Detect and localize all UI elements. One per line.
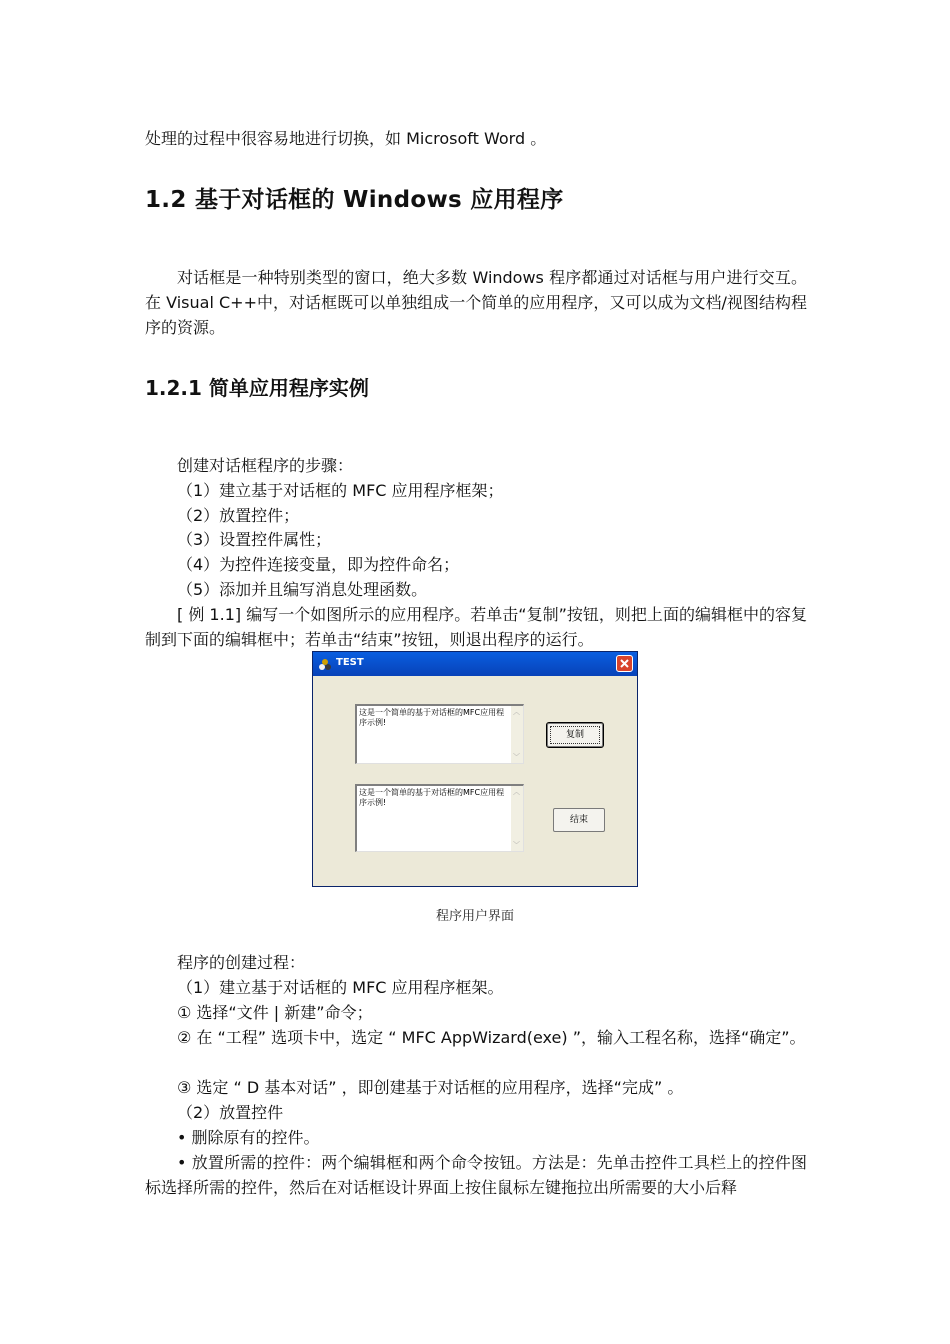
close-icon <box>620 659 629 668</box>
scroll-up-icon[interactable]: ︿ <box>513 708 520 716</box>
bullet-item: • 放置所需的控件：两个编辑框和两个命令按钮。方法是：先单击控件工具栏上的控件图标选择所需的控件，然后在对话框设计界面上按住鼠标左键拖拉出所需要的大小后释 <box>145 1153 807 1197</box>
end-button[interactable] <box>553 808 605 832</box>
scroll-down-icon[interactable]: ﹀ <box>513 753 520 761</box>
body-text-line: 处理的过程中很容易地进行切换，如 Microsoft Word 。 <box>145 129 547 148</box>
vertical-scrollbar[interactable] <box>511 786 523 851</box>
vertical-scrollbar[interactable] <box>511 706 523 763</box>
dialog-title-bar <box>313 652 637 676</box>
close-button[interactable] <box>616 655 633 672</box>
scroll-down-icon[interactable]: ﹀ <box>513 841 520 849</box>
figure-caption: 程序用户界面 <box>435 909 514 924</box>
step-item: （4）为控件连接变量，即为控件命名； <box>177 555 460 574</box>
edit-box-target-text: 这是一个简单的基于对话框的MFC应用程序示例! <box>359 788 505 807</box>
edit-box-source-text: 这是一个简单的基于对话框的MFC应用程序示例! <box>359 708 505 727</box>
copy-button-label: 复制 <box>565 730 584 740</box>
edit-box-target[interactable] <box>355 784 524 852</box>
example-paragraph: [ 例 1.1] 编写一个如图所示的应用程序。若单击“复制”按钮，则把上面的编辑框中的容复制到下面的编辑框中；若单击“结束”按钮，则退出程序的运行。 <box>145 605 807 649</box>
process-step: （2）放置控件 <box>177 1103 284 1122</box>
dialog-title: TEST <box>336 657 364 668</box>
step-item: （3）设置控件属性； <box>177 530 332 549</box>
step-item: （2）放置控件； <box>177 506 300 525</box>
edit-box-source[interactable] <box>355 704 524 764</box>
process-substep: ① 选择“文件 | 新建”命令； <box>177 1003 373 1022</box>
process-step: （1）建立基于对话框的 MFC 应用程序框架。 <box>177 978 504 997</box>
end-button-label: 结束 <box>569 815 588 825</box>
process-substep: ③ 选定 “ D 基本对话” ，即创建基于对话框的应用程序，选择“完成” 。 <box>177 1078 684 1097</box>
process-intro: 程序的创建过程： <box>177 953 306 972</box>
steps-intro: 创建对话框程序的步骤： <box>177 456 354 475</box>
step-item: （1）建立基于对话框的 MFC 应用程序框架； <box>177 481 504 500</box>
process-substep: ② 在 “工程” 选项卡中，选定 “ MFC AppWizard(exe) ”，输入工程名称，选择“确定”。 <box>177 1028 806 1047</box>
section-heading: 1.2 基于对话框的 Windows 应用程序 <box>145 187 564 213</box>
subsection-heading: 1.2.1 简单应用程序实例 <box>145 376 369 400</box>
scroll-up-icon[interactable]: ︿ <box>513 788 520 796</box>
step-item: （5）添加并且编写消息处理函数。 <box>177 580 428 599</box>
bullet-item: • 删除原有的控件。 <box>177 1128 320 1147</box>
app-icon <box>318 657 332 671</box>
paragraph-dialog-intro: 对话框是一种特别类型的窗口，绝大多数 Windows 程序都通过对话框与用户进行交互。在 Visual C++中，对话框既可以单独组成一个简单的应用程序，又可以成为文档/视图结构程序的资源。 <box>145 268 807 337</box>
dialog-window-figure <box>312 651 638 887</box>
copy-button[interactable] <box>547 723 603 747</box>
